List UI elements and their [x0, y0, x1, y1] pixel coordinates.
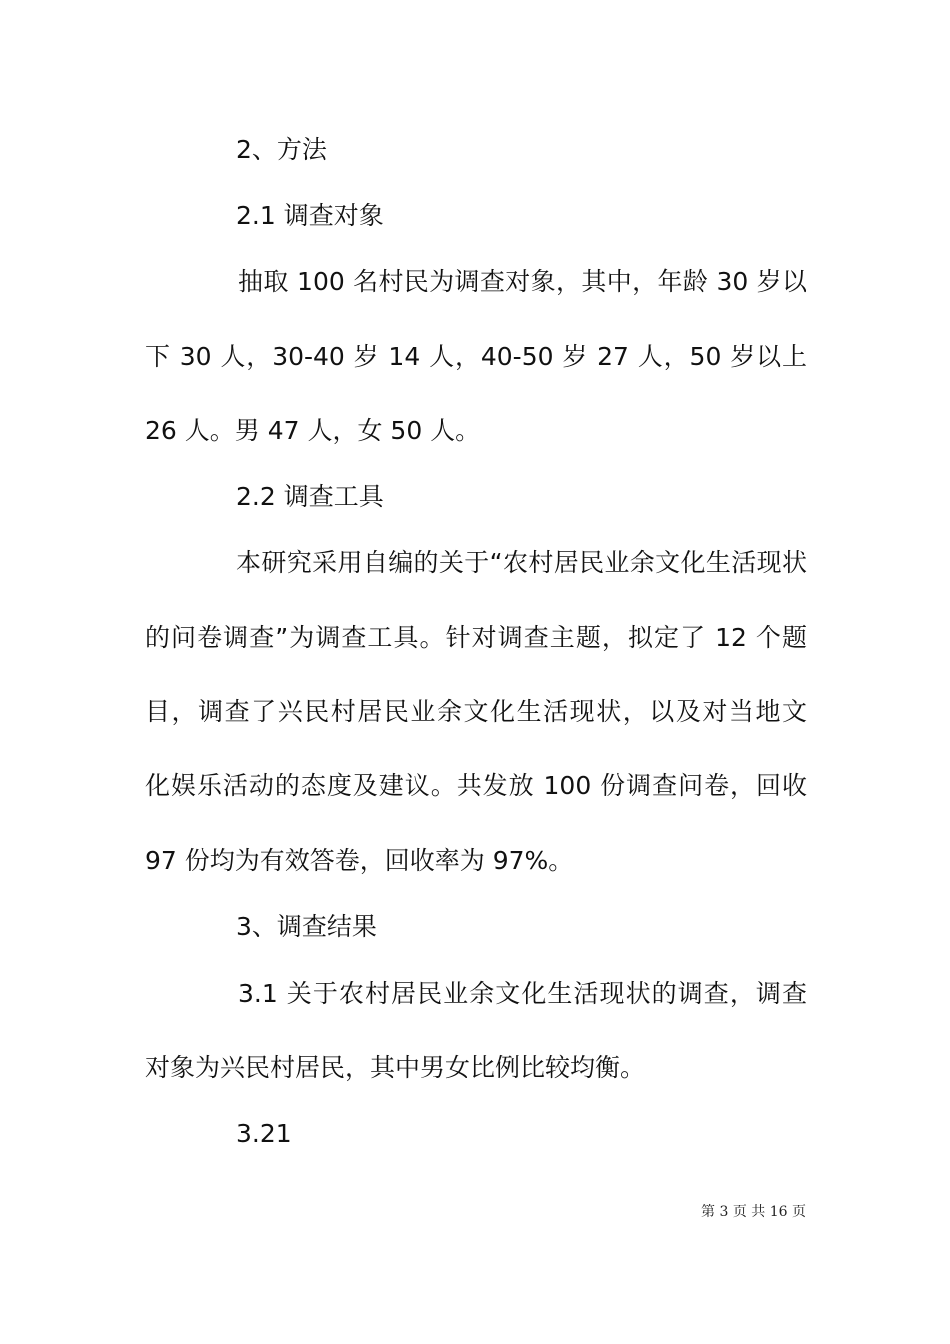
- paragraph-line: 对象为兴民村居民，其中男女比例比较均衡。: [145, 1053, 646, 1082]
- paragraph-line: 本研究采用自编的关于“农村居民业余文化生活现状: [236, 548, 807, 577]
- heading-section-3-21: 3.21: [236, 1119, 292, 1148]
- paragraph-line: 3.1 关于农村居民业余文化生活现状的调查，调查: [238, 979, 807, 1008]
- paragraph-line: 26 人。男 47 人，女 50 人。: [145, 416, 481, 445]
- page-number-footer: 第 3 页 共 16 页: [701, 1204, 806, 1220]
- heading-methods: 2、方法: [236, 135, 327, 164]
- heading-survey-subjects: 2.1 调查对象: [236, 201, 384, 230]
- paragraph-line: 目，调查了兴民村居民业余文化生活现状，以及对当地文: [145, 697, 807, 726]
- heading-survey-results: 3、调查结果: [236, 912, 377, 941]
- paragraph-line: 下 30 人，30-40 岁 14 人，40-50 岁 27 人，50 岁以上: [145, 342, 807, 371]
- paragraph-line: 的问卷调查”为调查工具。针对调查主题，拟定了 12 个题: [145, 623, 807, 652]
- heading-survey-tools: 2.2 调查工具: [236, 482, 384, 511]
- paragraph-line: 抽取 100 名村民为调查对象，其中，年龄 30 岁以: [238, 267, 807, 296]
- paragraph-line: 97 份均为有效答卷，回收率为 97%。: [145, 846, 574, 875]
- paragraph-line: 化娱乐活动的态度及建议。共发放 100 份调查问卷，回收: [145, 771, 807, 800]
